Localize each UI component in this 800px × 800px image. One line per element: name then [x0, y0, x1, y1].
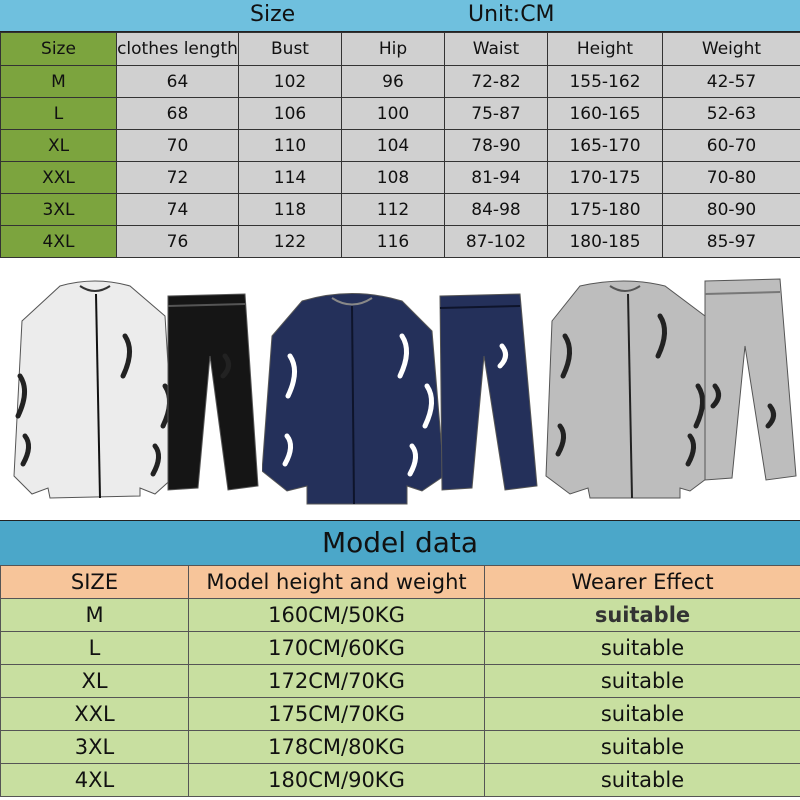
pants-image [168, 294, 258, 490]
size-chart-header [0, 0, 800, 32]
table-row [1, 162, 800, 194]
size-label: 3XL [1, 194, 117, 226]
size-label: XXL [1, 162, 117, 194]
table-cell: 122 [239, 226, 342, 258]
column-header: Height [548, 33, 663, 66]
table-cell: 60-70 [663, 130, 800, 162]
model-measure-cell: 175CM/70KG [189, 698, 485, 731]
size-label: L [1, 98, 117, 130]
table-cell: 81-94 [445, 162, 548, 194]
table-cell: 116 [342, 226, 445, 258]
model-data-header [0, 520, 800, 566]
table-cell: 104 [342, 130, 445, 162]
table-row [1, 632, 800, 665]
column-header: Weight [663, 33, 800, 66]
wearer-effect-cell: suitable [485, 632, 800, 665]
table-cell: 100 [342, 98, 445, 130]
size-chart-header-row [1, 33, 800, 66]
table-row [1, 764, 800, 797]
size-label: XXL [1, 698, 189, 731]
jacket-image [262, 294, 444, 505]
size-label: M [1, 66, 117, 98]
column-header: Waist [445, 33, 548, 66]
table-cell: 85-97 [663, 226, 800, 258]
model-data-chart [0, 520, 800, 800]
table-cell: 180-185 [548, 226, 663, 258]
table-cell: 78-90 [445, 130, 548, 162]
table-cell: 110 [239, 130, 342, 162]
table-cell: 74 [117, 194, 239, 226]
product-grey-set [540, 276, 800, 506]
model-data-title: Model data [321, 526, 479, 559]
column-header: Wearer Effect [485, 566, 800, 599]
jacket-image [546, 281, 710, 498]
table-cell: 170-175 [548, 162, 663, 194]
table-cell: 160-165 [548, 98, 663, 130]
table-row [1, 194, 800, 226]
table-cell: 106 [239, 98, 342, 130]
product-navy-set [262, 276, 547, 506]
table-cell: 80-90 [663, 194, 800, 226]
pants-image [440, 294, 537, 490]
wearer-effect-cell: suitable [485, 731, 800, 764]
jacket-image [14, 281, 175, 498]
table-row [1, 98, 800, 130]
size-label: L [1, 632, 189, 665]
table-cell: 42-57 [663, 66, 800, 98]
wearer-effect-cell: suitable [485, 665, 800, 698]
size-label: XL [1, 665, 189, 698]
column-header: SIZE [1, 566, 189, 599]
column-header: Hip [342, 33, 445, 66]
table-cell: 84-98 [445, 194, 548, 226]
table-cell: 165-170 [548, 130, 663, 162]
table-row [1, 599, 800, 632]
table-cell: 72 [117, 162, 239, 194]
size-label: M [1, 599, 189, 632]
size-chart-title: Size [250, 2, 296, 27]
size-chart-table [0, 32, 800, 258]
table-cell: 114 [239, 162, 342, 194]
table-row [1, 665, 800, 698]
table-cell: 118 [239, 194, 342, 226]
model-measure-cell: 178CM/80KG [189, 731, 485, 764]
table-cell: 102 [239, 66, 342, 98]
table-row [1, 698, 800, 731]
table-cell: 76 [117, 226, 239, 258]
table-cell: 75-87 [445, 98, 548, 130]
table-cell: 52-63 [663, 98, 800, 130]
column-header: clothes length [117, 33, 239, 66]
size-label: XL [1, 130, 117, 162]
model-measure-cell: 180CM/90KG [189, 764, 485, 797]
size-chart-unit: Unit:CM [468, 2, 555, 27]
table-cell: 87-102 [445, 226, 548, 258]
column-header: Size [1, 33, 117, 66]
table-cell: 70 [117, 130, 239, 162]
table-cell: 108 [342, 162, 445, 194]
table-cell: 64 [117, 66, 239, 98]
table-cell: 68 [117, 98, 239, 130]
wearer-effect-cell: suitable [485, 599, 800, 632]
size-label: 4XL [1, 764, 189, 797]
table-cell: 72-82 [445, 66, 548, 98]
model-measure-cell: 172CM/70KG [189, 665, 485, 698]
model-measure-cell: 160CM/50KG [189, 599, 485, 632]
model-data-table [0, 565, 800, 797]
column-header: Bust [239, 33, 342, 66]
table-cell: 96 [342, 66, 445, 98]
model-measure-cell: 170CM/60KG [189, 632, 485, 665]
size-label: 4XL [1, 226, 117, 258]
wearer-effect-cell: suitable [485, 698, 800, 731]
table-row [1, 226, 800, 258]
size-chart [0, 0, 800, 258]
wearer-effect-cell: suitable [485, 764, 800, 797]
pants-image [705, 279, 796, 480]
table-cell: 175-180 [548, 194, 663, 226]
table-row [1, 731, 800, 764]
model-data-header-row [1, 566, 800, 599]
product-images [0, 258, 800, 520]
product-white-black-set [0, 276, 265, 506]
table-cell: 155-162 [548, 66, 663, 98]
table-row [1, 130, 800, 162]
table-row [1, 66, 800, 98]
column-header: Model height and weight [189, 566, 485, 599]
size-label: 3XL [1, 731, 189, 764]
table-cell: 112 [342, 194, 445, 226]
table-cell: 70-80 [663, 162, 800, 194]
